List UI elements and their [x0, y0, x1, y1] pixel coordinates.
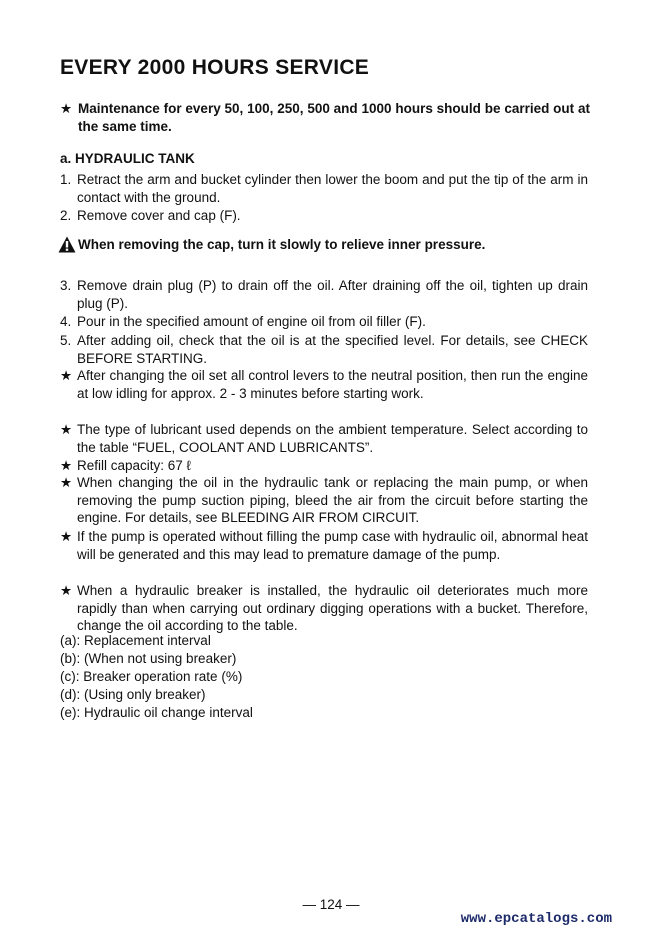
- step-text: Remove drain plug (P) to drain off the oil. After draining off the oil, tighten up drain plug (P).: [77, 278, 588, 311]
- note-item: [60, 474, 588, 527]
- note-item: [60, 457, 588, 475]
- note-text: Refill capacity: 67 ℓ: [77, 458, 191, 473]
- note-item: [60, 582, 588, 635]
- step-text: Retract the arm and bucket cylinder then lower the boom and put the tip of the arm in contact with the ground.: [77, 172, 588, 205]
- step-text: Pour in the specified amount of engine oil from oil filler (F).: [77, 314, 426, 329]
- page-number: — 124 —: [302, 897, 360, 912]
- step-item: [60, 277, 588, 312]
- legend-item: (b): (When not using breaker): [60, 651, 237, 666]
- star-icon: ★: [60, 368, 73, 383]
- step-item: [60, 313, 588, 331]
- star-icon: ★: [60, 458, 73, 473]
- watermark: www.epcatalogs.com: [460, 911, 612, 927]
- intro-note-text: Maintenance for every 50, 100, 250, 500 and 1000 hours should be carried out at the same time.: [78, 101, 590, 134]
- step-item: [60, 171, 588, 206]
- step-number: 2.: [60, 208, 72, 223]
- step-number: 4.: [60, 314, 72, 329]
- step-number: 3.: [60, 278, 72, 293]
- note-text: If the pump is operated without filling the pump case with hydraulic oil, abnormal heat will be generated and this may lead to premature damage of the pump.: [77, 529, 588, 562]
- warning-notice: [58, 236, 485, 253]
- note-item: [60, 367, 588, 402]
- step-item: [60, 332, 588, 367]
- note-text: When a hydraulic breaker is installed, the hydraulic oil deteriorates much more rapidly than when carrying out ordinary digging operations with a bucket. Therefore, change the oil according to the table.: [77, 583, 588, 633]
- legend-item: (c): Breaker operation rate (%): [60, 669, 243, 684]
- star-icon: ★: [60, 529, 73, 544]
- star-icon: ★: [60, 583, 73, 598]
- star-icon: ★: [60, 422, 73, 437]
- step-text: After adding oil, check that the oil is at the specified level. For details, see CHECK BEFORE STARTING.: [77, 333, 588, 366]
- step-number: 5.: [60, 333, 72, 348]
- note-text: When changing the oil in the hydraulic tank or replacing the main pump, or when removing the pump suction piping, bleed the air from the circuit before starting the engine. For details, see BLEEDING AIR FROM CIRCUIT.: [77, 475, 588, 525]
- intro-note: [60, 100, 590, 135]
- warning-icon: [58, 236, 76, 253]
- page-title: EVERY 2000 HOURS SERVICE: [60, 56, 370, 79]
- note-item: [60, 528, 588, 563]
- star-icon: ★: [60, 101, 73, 116]
- step-item: [60, 207, 588, 225]
- star-icon: ★: [60, 475, 73, 490]
- note-text: The type of lubricant used depends on the ambient temperature. Select according to the table “FUEL, COOLANT AND LUBRICANTS”.: [77, 422, 588, 455]
- step-number: 1.: [60, 172, 72, 187]
- legend-item: (e): Hydraulic oil change interval: [60, 705, 253, 720]
- note-item: [60, 421, 588, 456]
- step-text: Remove cover and cap (F).: [77, 208, 241, 223]
- note-text: After changing the oil set all control levers to the neutral position, then run the engine at low idling for approx. 2 - 3 minutes before starting work.: [77, 368, 588, 401]
- legend-item: (a): Replacement interval: [60, 633, 211, 648]
- warning-text: When removing the cap, turn it slowly to relieve inner pressure.: [78, 237, 486, 252]
- section-heading: a. HYDRAULIC TANK: [60, 151, 195, 166]
- legend-item: (d): (Using only breaker): [60, 687, 206, 702]
